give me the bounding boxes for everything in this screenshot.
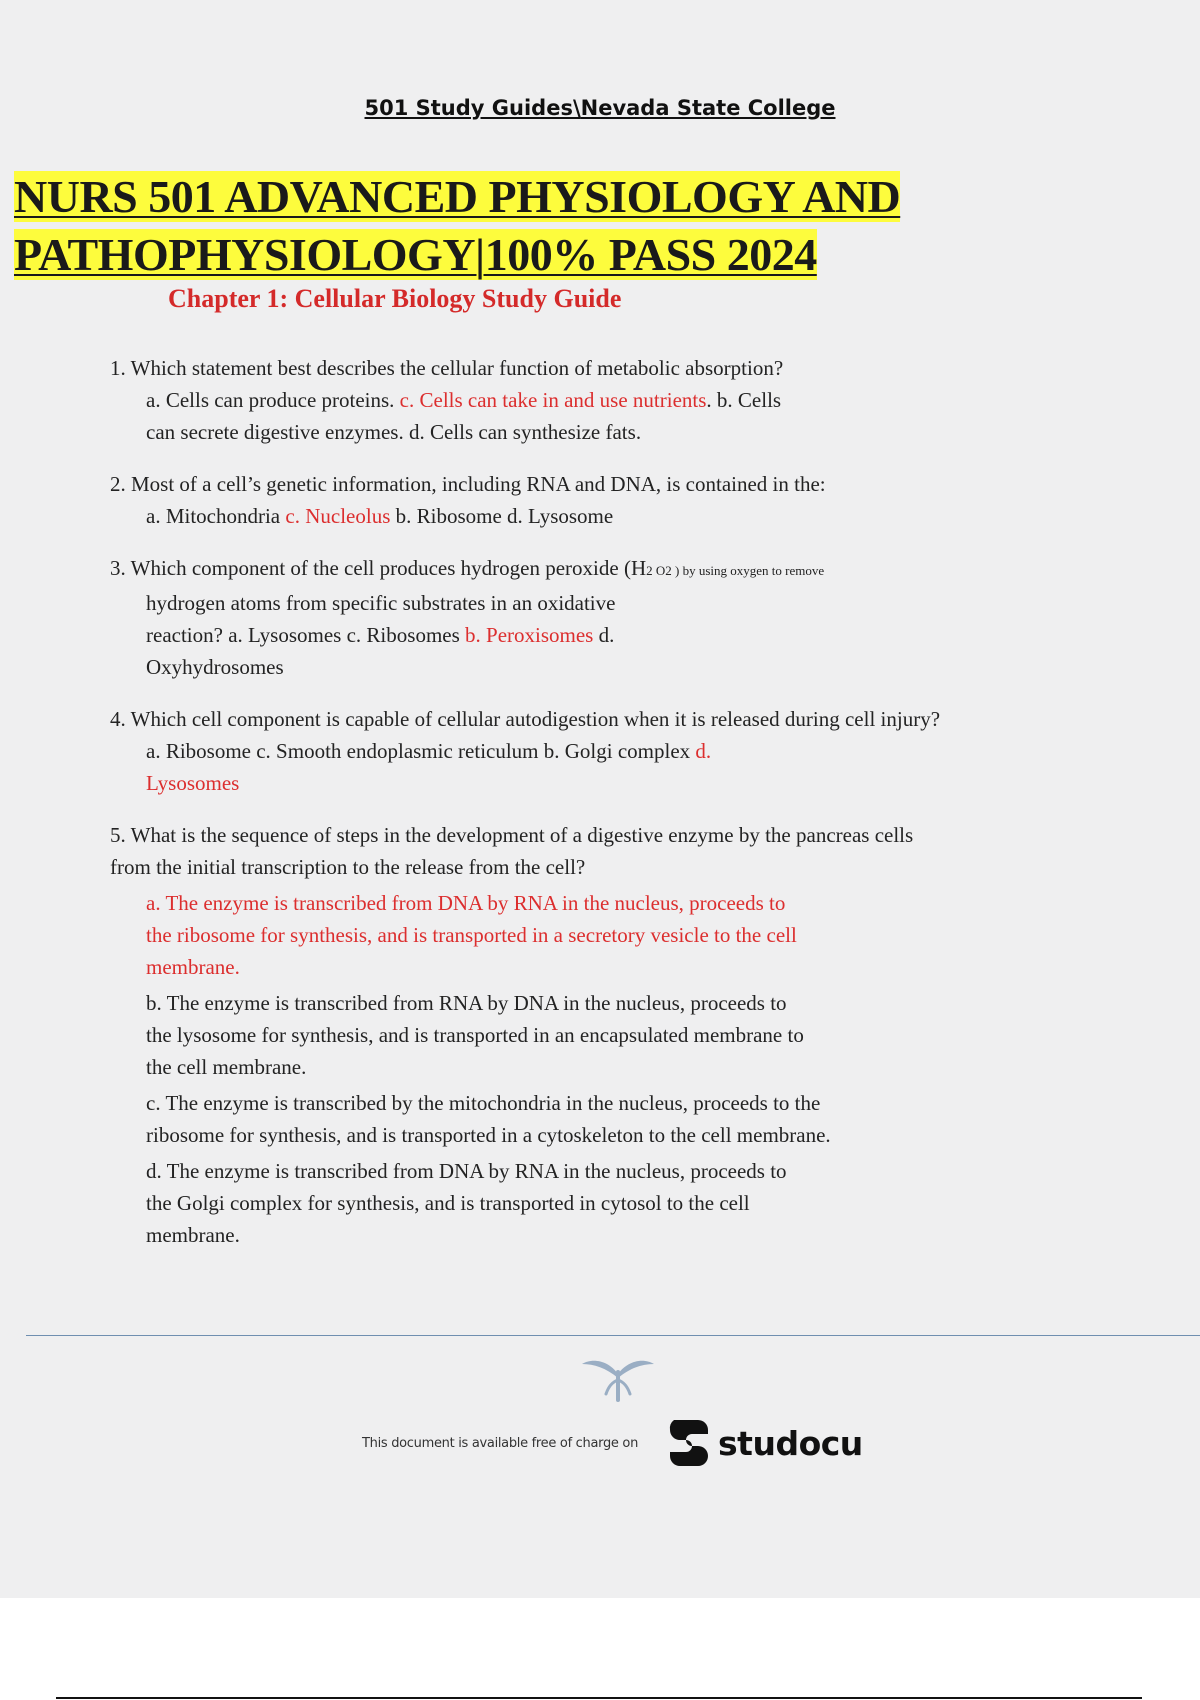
- question-5: [110, 819, 1090, 1251]
- option-text: . b. Cells: [706, 388, 782, 412]
- option-line: the Golgi complex for synthesis, and is transported in cytosol to the cell: [146, 1191, 750, 1215]
- option-text: can secrete digestive enzymes. d. Cells can synthesize fats.: [146, 420, 642, 444]
- correct-answer: d.: [695, 739, 712, 763]
- option-line: b. The enzyme is transcribed from RNA by DNA in the nucleus, proceeds to: [146, 991, 787, 1015]
- answer-options: [110, 735, 1090, 799]
- question-list: [110, 352, 1090, 1271]
- stem-continuation: hydrogen atoms from specific substrates in an oxidative: [146, 591, 616, 615]
- stem-text: 3. Which component of the cell produces hydrogen peroxide (H: [110, 556, 647, 580]
- option-text: a. Cells can produce proteins.: [146, 388, 400, 412]
- option-text: b. Ribosome d. Lysosome: [390, 504, 614, 528]
- option-line: the lysosome for synthesis, and is transported in an encapsulated membrane to: [146, 1023, 804, 1047]
- studocu-footer[interactable]: [362, 1415, 863, 1471]
- stem-small-text: 2 O2 ) by using oxygen to remove: [646, 563, 825, 578]
- sprout-icon: [578, 1352, 658, 1402]
- bottom-rule: [56, 1697, 1142, 1699]
- option-text: reaction? a. Lysosomes c. Ribosomes: [146, 623, 466, 647]
- document-title: [14, 168, 900, 284]
- title-line-2: PATHOPHYSIOLOGY|100% PASS 2024: [14, 229, 817, 280]
- option-d: [110, 1155, 1090, 1251]
- option-line: a. The enzyme is transcribed from DNA by RNA in the nucleus, proceeds to: [146, 891, 786, 915]
- question-stem: [110, 552, 1090, 587]
- option-line: c. The enzyme is transcribed by the mitochondria in the nucleus, proceeds to the: [146, 1091, 821, 1115]
- question-3: [110, 552, 1090, 683]
- answer-options: [110, 384, 1090, 448]
- option-text: d.: [593, 623, 615, 647]
- footer-availability-text: This document is available free of charge on: [362, 1435, 639, 1451]
- question-stem-continuation: from the initial transcription to the release from the cell?: [110, 855, 586, 879]
- option-a-correct: [110, 887, 1090, 983]
- title-line-1: NURS 501 ADVANCED PHYSIOLOGY AND: [14, 171, 901, 222]
- question-2: [110, 468, 1090, 532]
- option-line: membrane.: [146, 955, 240, 979]
- footer-divider: [26, 1335, 1200, 1336]
- question-stem: 4. Which cell component is capable of cellular autodigestion when it is released during cell injury?: [110, 707, 941, 731]
- question-4: [110, 703, 1090, 799]
- header-college: Nevada State College: [580, 96, 836, 120]
- answer-options: [110, 587, 1090, 683]
- correct-answer: c. Nucleolus: [285, 504, 391, 528]
- option-line: the ribosome for synthesis, and is transported in a secretory vesicle to the cell: [146, 923, 797, 947]
- correct-answer: c. Cells can take in and use nutrients: [399, 388, 707, 412]
- chapter-subtitle: Chapter 1: Cellular Biology Study Guide: [168, 284, 622, 313]
- option-b: [110, 987, 1090, 1083]
- option-line: the cell membrane.: [146, 1055, 307, 1079]
- question-1: [110, 352, 1090, 448]
- document-header: [0, 96, 1200, 120]
- option-line: d. The enzyme is transcribed from DNA by RNA in the nucleus, proceeds to: [146, 1159, 787, 1183]
- option-line: ribosome for synthesis, and is transported in a cytoskeleton to the cell membrane.: [146, 1123, 831, 1147]
- option-text: a. Mitochondria: [146, 504, 286, 528]
- studocu-logo-icon: [666, 1416, 712, 1470]
- option-line: membrane.: [146, 1223, 240, 1247]
- header-course: 501 Study Guides\: [364, 96, 581, 120]
- option-c: [110, 1087, 1090, 1151]
- option-text: Oxyhydrosomes: [146, 655, 284, 679]
- answer-options: [110, 500, 1090, 532]
- option-text: a. Ribosome c. Smooth endoplasmic reticulum b. Golgi complex: [146, 739, 696, 763]
- question-stem: 1. Which statement best describes the cellular function of metabolic absorption?: [110, 356, 784, 380]
- question-stem: 2. Most of a cell’s genetic information, including RNA and DNA, is contained in the:: [110, 472, 826, 496]
- studocu-brand-name: studocu: [718, 1423, 863, 1463]
- correct-answer: Lysosomes: [146, 771, 240, 795]
- correct-answer: b. Peroxisomes: [465, 623, 594, 647]
- question-stem: 5. What is the sequence of steps in the development of a digestive enzyme by the pancreas cells: [110, 823, 914, 847]
